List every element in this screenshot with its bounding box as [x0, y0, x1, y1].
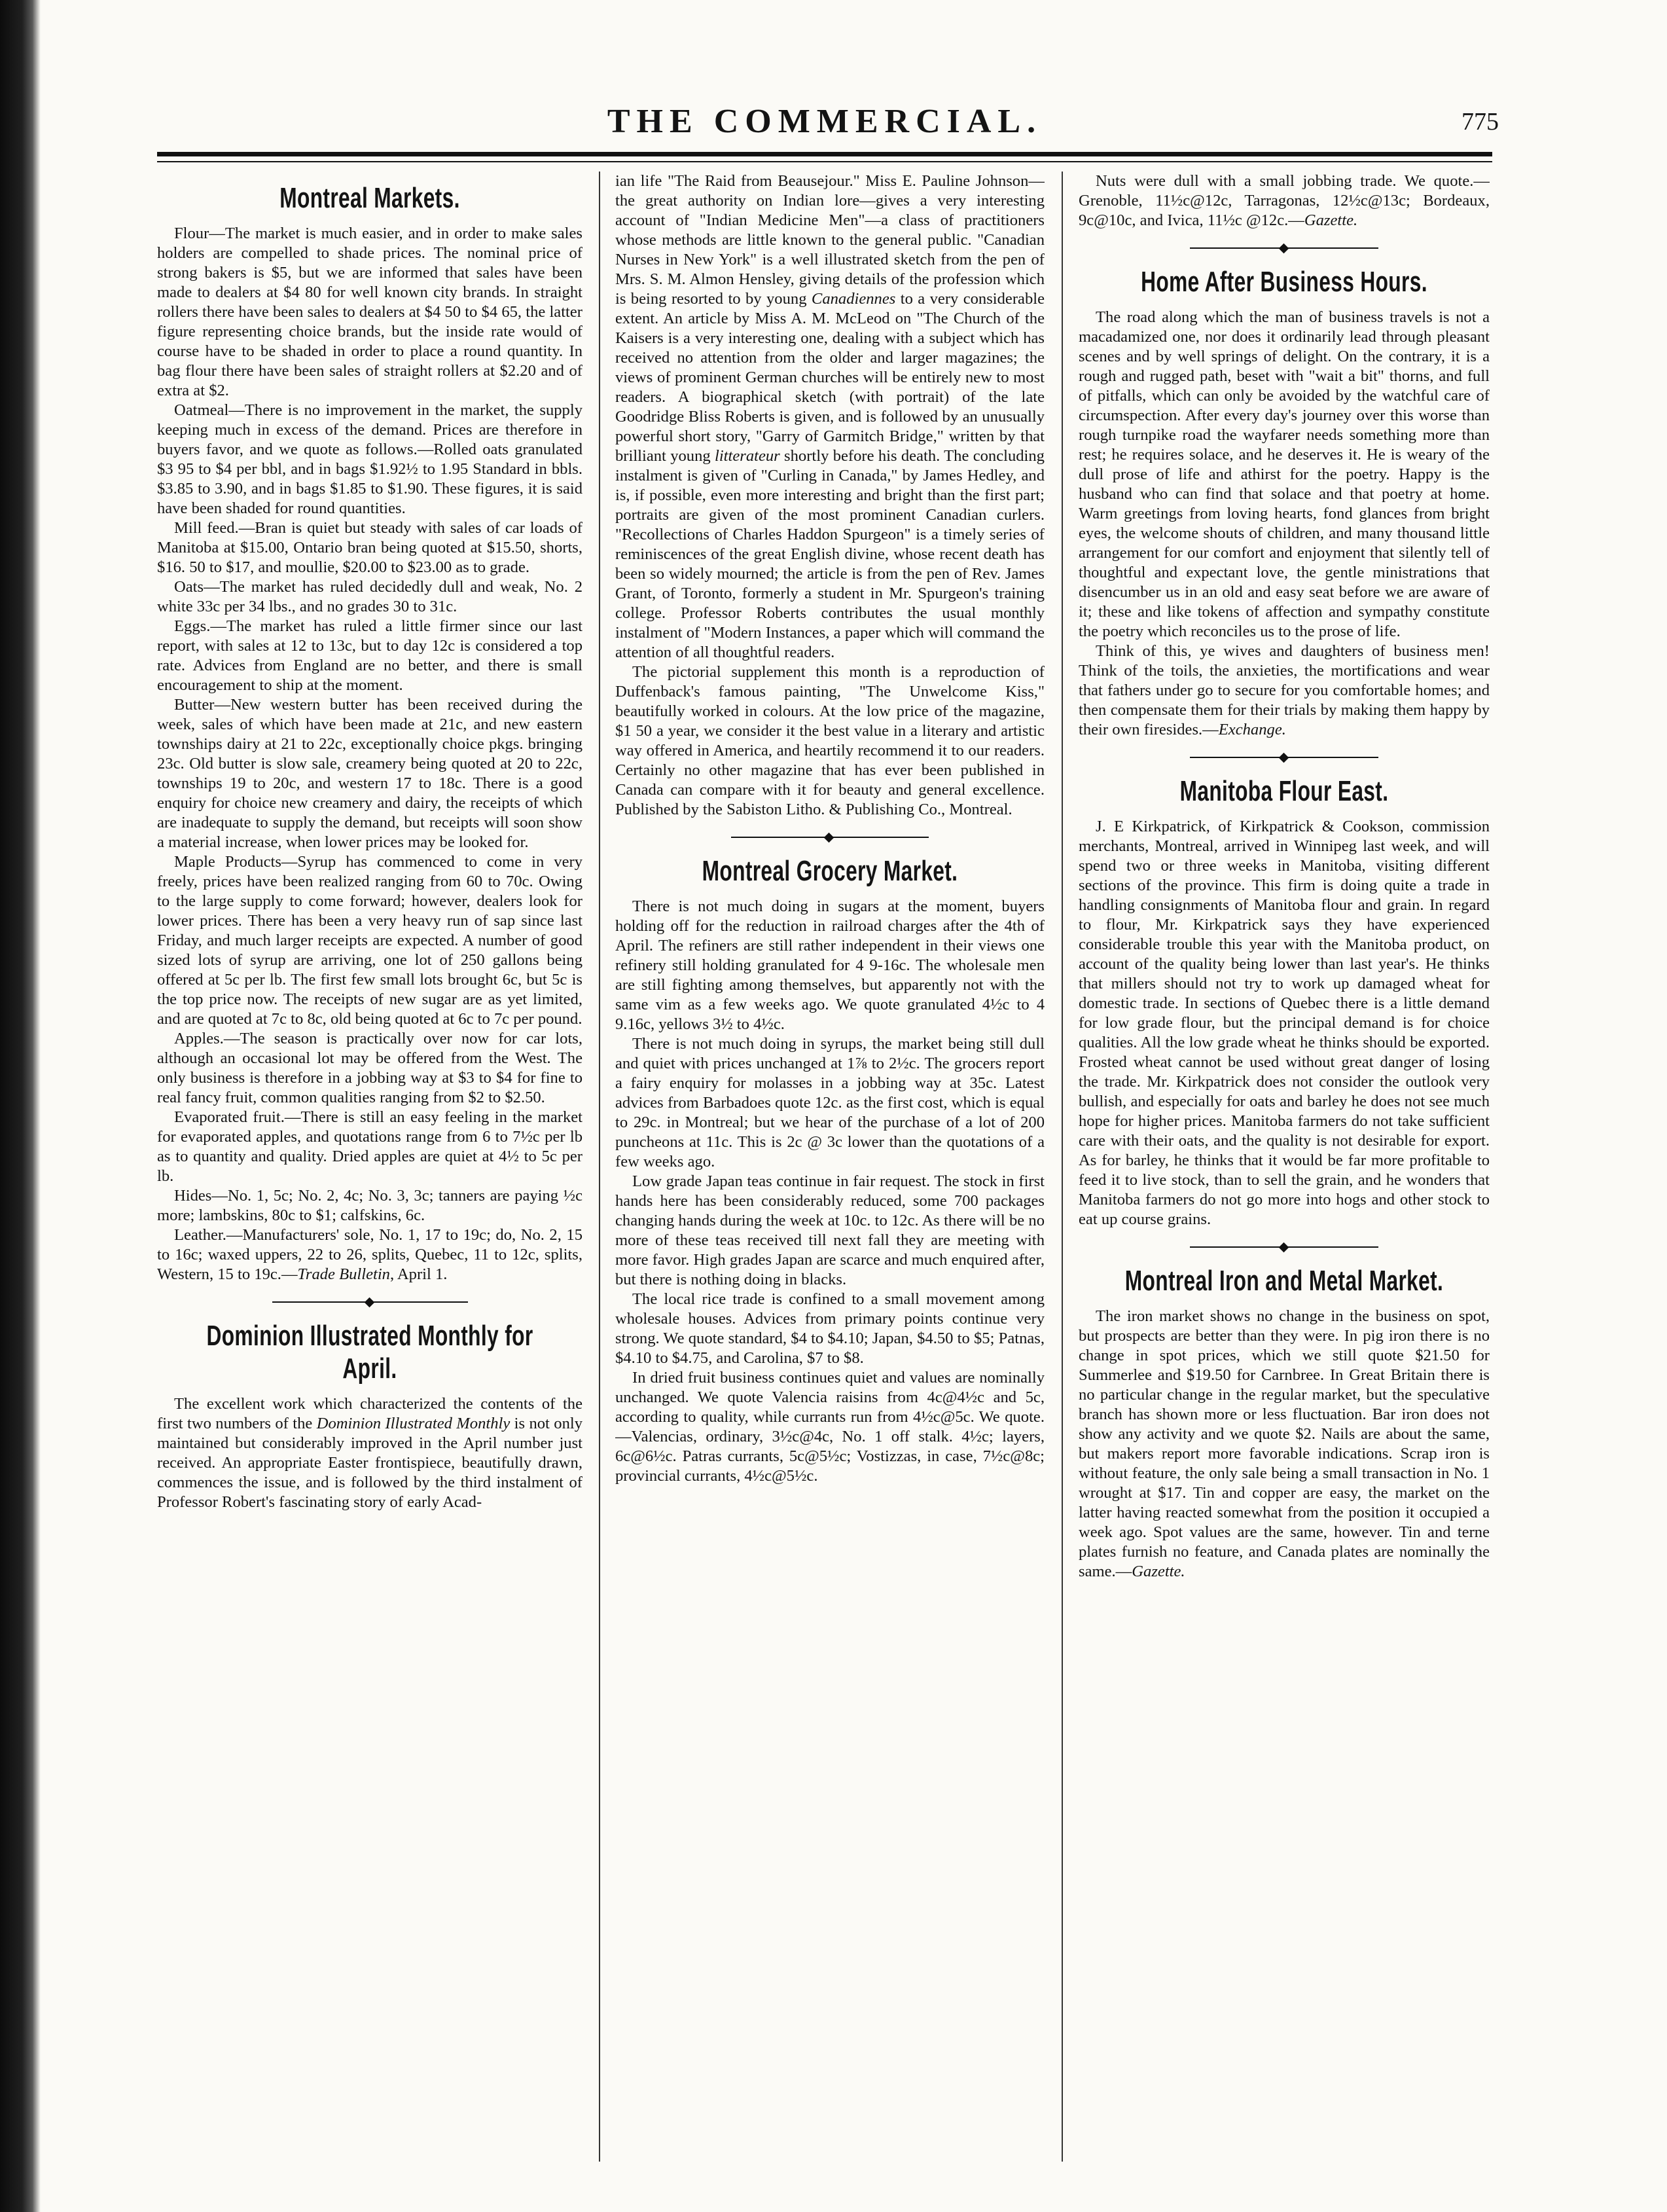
text-run: The excellent work which characterized the contents of the first two numbers of the	[157, 1395, 583, 1432]
section-separator	[615, 834, 1045, 841]
paragraph-home-2	[1079, 642, 1490, 740]
text-run: The iron market shows no change in the business on spot, but prospects are better than they were. In pig iron there is no change in spot prices, which we still quote $21.50 for Summerlee and $19.50 for Carnbree. In Great Britain there is no particular change in the regular market, but the speculative branch has shown more or less fluctuation. Bar iron does not show any activity and we quote $2. Nails are about the same, but makers report more favorable indications. Scrap iron is without feature, the only sale being a small transaction in No. 1 wrought at $17. Tin and copper are easy, the market on the latter having reacted somewhat from the position it occupied a week ago. Spot values are the same, however. Tin and terne plates furnish no feature, and Canada plates are nominally the same.—	[1079, 1307, 1490, 1580]
paragraph-sugars: There is not much doing in sugars at the moment, buyers holding off for the reduction in railroad charges after the 4th of April. The refiners are still rather independent in their views one refinery still holding granulated for 4 9-16c. The wholesale men are still fighting among themselves, but apparently not with the same vim as a few weeks ago. We quote granulated 4½c to 4 9.16c, yellows 3½ to 4½c.	[615, 897, 1045, 1033]
paragraph-teas: Low grade Japan teas continue in fair request. The stock in first hands here has been considerably reduced, some 700 packages changing hands during the week at 10c. to 12c. As there will be no more of these teas received till next fall they are meeting with more favor. High grades Japan are scarce and much enquired after, but there is nothing doing in blacks.	[615, 1172, 1045, 1288]
section-separator	[157, 1299, 583, 1305]
source-trade-bulletin: Trade Bulletin	[297, 1265, 390, 1283]
paragraph-iron	[1079, 1307, 1490, 1582]
source-gazette: Gazette.	[1304, 211, 1358, 229]
paragraph-dominion-intro	[157, 1394, 583, 1512]
paragraph-evaporated-fruit: Evaporated fruit.—There is still an easy feeling in the market for evaporated apples, and quotations range from 6 to 7½c per lb as to quantity and quality. Dried apples are quiet at 4½ to 5c per lb.	[157, 1108, 583, 1185]
source-gazette: Gazette.	[1132, 1563, 1185, 1580]
article-title-dominion-illustrated	[188, 1320, 551, 1385]
source-exchange: Exchange.	[1218, 721, 1286, 738]
paragraph-dried-fruit: In dried fruit business continues quiet and values are nominally unchanged. We quote Valencia raisins from 4c@4½c and 5c, according to quality, while currants run from 4½c@5c. We quote.—Valencias, ordinary, 3½c@4c, No. 1 off stalk. 4½c; layers, 6c@6½c. Patras currants, 5c@5½c; Vostizzas, in case, 7½c@8c; provincial currants, 4½c@5½c.	[615, 1369, 1045, 1485]
article-title-grocery-market: Montreal Grocery Market.	[702, 855, 958, 887]
paragraph-oatmeal: Oatmeal—There is no improvement in the market, the supply keeping much in excess of the demand. Prices are therefore in buyers favor, and we quote as follows.—Rolled oats granulated $3 95 to $4 per bbl, and in bags $1.92½ to 1.95 Standard in bbls. $3.85 to 3.90, and in bags $1.85 to $1.90. These figures, it is said have been shaded for round quantities.	[157, 401, 583, 517]
section-separator	[1079, 1244, 1490, 1250]
column-3	[1079, 172, 1490, 2162]
masthead	[157, 98, 1499, 144]
paragraph-flour: Flour—The market is much easier, and in order to make sales holders are compelled to shade prices. The nominal price of strong bakers is $5, but we are informed that sales have been made to dealers at $4 80 for well known city brands. In straight rollers there have been sales to dealers at $4 50 to $4 65, the latter figure representing choice brands, but the inside rate would of course have to be shaded in order to place a round quantity. In bag flour there have been sales of straight rollers at $2.20 and of extra at $2.	[157, 225, 583, 399]
section-separator	[1079, 754, 1490, 761]
article-title-manitoba-flour-east: Manitoba Flour East.	[1179, 775, 1389, 807]
leather-text: Leather.—Manufacturers' sole, No. 1, 17 to 19c; do, No. 2, 15 to 16c; waxed uppers, 22 to 26, splits, Quebec, 11 to 12c, splits, Western, 15 to 19c.—	[157, 1226, 583, 1283]
text-run: ian life "The Raid from Beausejour." Miss E. Pauline Johnson—the great authority on Indian lore—gives a very interesting account of "Indian Medicine Men"—a class of practitioners whose methods are little known to the general public. "Canadian Nurses in New York" is a well illustrated sketch from the pen of Mrs. S. M. Almon Hensley, giving details of the profession which is being resorted to by young	[615, 172, 1045, 308]
header-rule-thin	[157, 161, 1492, 162]
paragraph-oats: Oats—The market has ruled decidedly dull and weak, No. 2 white 33c per 34 lbs., and no grades 30 to 31c.	[157, 578, 583, 615]
paragraph-mill-feed: Mill feed.—Bran is quiet but steady with sales of car loads of Manitoba at $15.00, Ontario bran being quoted at $15.50, shorts, $16. 50 to $17, and moullie, $20.00 to $23.00 as to grade.	[157, 519, 583, 576]
paragraph-kirkpatrick: J. E Kirkpatrick, of Kirkpatrick & Cookson, commission merchants, Montreal, arrived in Winnipeg last week, and will spend two or three weeks in Manitoba, visiting different sections of the province. This firm is doing quite a trade in handling consignments of Manitoba flour and grain. In regard to flour, Mr. Kirkpatrick says they have experienced considerable trouble this year with the Manitoba product, on account of the quality being lower than last year's. He thinks that millers should not try to work up damaged wheat for domestic trade. In sections of Quebec there is a little demand for low grade flour, but the principal demand is for choice qualities. All the low grade wheat he thinks should be exported. Frosted wheat cannot be used without great danger of losing the trade. Mr. Kirkpatrick does not consider the outlook very bullish, and especially for oats and barley he does not see much hope for higher prices. Manitoba farmers do not take sufficient care with their oats, and the quality is not desirable for export. As for barley, he thinks that it would be far more profitable to feed it to live stock, than to sell the grain, and he wonders that Manitoba farmers do not go more into hogs and other stock to eat up course grains.	[1079, 818, 1490, 1228]
title-line-2: April.	[342, 1352, 397, 1385]
text-run: Think of this, ye wives and daughters of business men! Think of the toils, the anxieties, the mortifications and wear that fathers under go to secure for you comfortable homes; and then compensate them for their trials by making them happy by their own firesides.—	[1079, 642, 1490, 738]
section-separator	[1079, 245, 1490, 251]
column-divider-1	[599, 172, 600, 2162]
text-run: Nuts were dull with a small jobbing trade. We quote.—Grenoble, 11½c@12c, Tarragonas, 12½c@13c; Bordeaux, 9c@10c, and Ivica, 11½c @12c.—	[1079, 172, 1490, 229]
column-divider-2	[1062, 172, 1063, 2162]
newspaper-title: THE COMMERCIAL.	[607, 103, 1043, 140]
italic-term: litterateur	[715, 447, 780, 465]
column-2	[615, 172, 1045, 2162]
text-run: to a very considerable extent. An article by Miss A. M. McLeod on "The Church of the Kaisers is a very interesting one, dealing with a subject which has received no attention from the older and larger magazines; the views of prominent German churches will be entirely new to most readers. A biographical sketch (with portrait) of the late Goodridge Bliss Roberts is given, and is followed by an unusually powerful short story, "Garry of Garmitch Bridge," written by that brilliant young	[615, 290, 1045, 465]
title-line-1: Dominion Illustrated Monthly for	[206, 1320, 533, 1352]
magazine-name: Dominion Illustrated Monthly	[316, 1415, 511, 1432]
paragraph-dominion-continued	[615, 172, 1045, 662]
paragraph-rice: The local rice trade is confined to a small movement among wholesale houses. Advices from primary points continue very strong. We quote standard, $4 to $4.10; Japan, $4.50 to $5; Patnas, $4.10 to $4.75, and Carolina, $7 to $8.	[615, 1290, 1045, 1367]
paragraph-nuts	[1079, 172, 1490, 230]
paragraph-hides: Hides—No. 1, 5c; No. 2, 4c; No. 3, 3c; tanners are paying ½c more; lambskins, 80c to $1; calfskins, 6c.	[157, 1187, 583, 1224]
paragraph-pictorial-supplement: The pictorial supplement this month is a reproduction of Duffenback's famous painting, "The Unwelcome Kiss," beautifully worked in colours. At the low price of the magazine, $1 50 a year, we consider it the best value in a literary and artistic way offered in America, and heartily recommend it to our readers. Certainly no other magazine that has ever been published in Canada can compare with it for beauty and general excellence. Published by the Sabiston Litho. & Publishing Co., Montreal.	[615, 663, 1045, 818]
source-date: , April 1.	[389, 1265, 448, 1283]
paragraph-butter: Butter—New western butter has been received during the week, sales of which have been made at 21c, and new eastern townships dairy at 21 to 22c, exceptionally choice pkgs. bringing 23c. Old butter is slow sale, creamery being quoted at 20 to 22c, townships 19 to 20c, and western 17 to 18c. There is a good enquiry for choice new creamery and dairy, the receipts of which are inadequate to supply the demand, but receipts will soon show a material increase, when lower prices may be looked for.	[157, 696, 583, 851]
header-rule-thick	[157, 152, 1492, 156]
article-title-iron-metal-market: Montreal Iron and Metal Market.	[1124, 1265, 1444, 1297]
paragraph-apples: Apples.—The season is practically over now for car lots, although an occasional lot may be offered from the West. The only business is therefore in a jobbing way at $3 to $4 for fine to real fancy fruit, common qualities ranging from $2 to $2.50.	[157, 1030, 583, 1106]
paragraph-leather	[157, 1225, 583, 1284]
paragraph-maple: Maple Products—Syrup has commenced to come in very freely, prices have been realized ranging from 60 to 70c. Owing to the large supply to come forward; however, dealers look for lower prices. There has been a very heavy run of sap since last Friday, and much larger receipts are expected. A number of good sized lots of syrup are arriving, one lot of 250 gallons being offered at 5c per lb. The first few small lots brought 6c, but 5c is the top price now. The receipts of new sugar are as yet limited, and are quoted at 7c to 8c, old being quoted at 6c to 7c per pound.	[157, 853, 583, 1028]
text-run: shortly before his death. The concluding instalment is given of "Curling in Canada," by James Hedley, and is, if possible, even more interesting and bright than the first part; portraits are given of the most prominent Canadian curlers. "Recollections of Charles Haddon Spurgeon" is a timely series of reminiscences of the great English divine, whose recent death has been so widely mourned; the article is from the pen of Rev. James Grant, of Toronto, formerly a student in Mr. Spurgeon's training college. Professor Roberts contributes the usual monthly instalment of "Modern Instances, a paper which will command the attention of all thoughtful readers.	[615, 447, 1045, 661]
text-run: is not only maintained but considerably improved in the April number just received. An appropriate Easter frontispiece, beautifully drawn, commences the issue, and is followed by the third instalment of Professor Robert's fascinating story of early Acad-	[157, 1415, 583, 1511]
paragraph-eggs: Eggs.—The market has ruled a little firmer since our last report, with sales at 12 to 13c, but to day 12c is considered a top rate. Advices from England are no better, and there is small encouragement to ship at the moment.	[157, 617, 583, 694]
page-number: 775	[1461, 108, 1499, 136]
column-1	[157, 172, 583, 2162]
paragraph-syrups: There is not much doing in syrups, the market being still dull and quiet with prices unchanged at 1⅞ to 2½c. The grocers report a fairy enquiry for molasses in a jobbing way at 35c. Latest advices from Barbadoes quote 12c. as the first cost, which is equal to 29c. in Montreal; but we hear of the purchase of a lot of 200 puncheons at 11c. This is 2c @ 3c lower than the quotations of a few weeks ago.	[615, 1035, 1045, 1170]
article-title-home-after-business: Home After Business Hours.	[1141, 266, 1427, 298]
paragraph-home-1: The road along which the man of business travels is not a macadamized one, nor does it ordinarily lead through pleasant scenes and by well springs of delight. On the contrary, it is a rough and rugged path, beset with "wait a bit" thorns, and full of pitfalls, which can only be avoided by the watchful care of circumspection. After every day's journey over this worse than rough turnpike road the wayfarer needs something more than rest; he requires solace, and he deserves it. He is weary of the dull prose of life and athirst for the poetry. Happy is the husband who can find that solace and that poetry at home. Warm greetings from loving hearts, fond glances from bright eyes, the welcome shouts of children, and many thousand little arrangement for our comfort and enjoyment that silently tell of thoughtful and expectant love, the gentle ministrations that disencumber us in an old and easy seat before we are aware of it; these and like tokens of affection and sympathy constitute the poetry which reconciles us to the prose of life.	[1079, 308, 1490, 640]
article-title-montreal-markets: Montreal Markets.	[279, 182, 460, 214]
italic-term: Canadiennes	[811, 290, 896, 308]
book-binding-edge	[0, 0, 41, 2212]
